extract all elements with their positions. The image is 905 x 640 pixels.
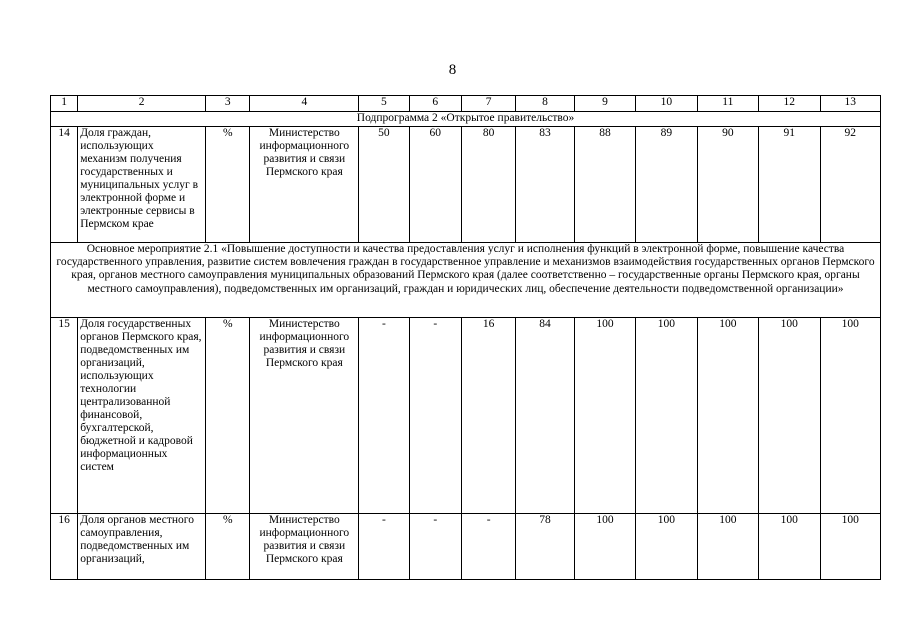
indicator-name: Доля государственных органов Пермского края, подведомственных им организаций, использующих технологии централизованной финансовой, бухгалтерской, бюджетной и кадровой информационных систем <box>78 318 206 514</box>
column-header: 5 <box>359 96 409 112</box>
value-cell: 100 <box>820 514 881 580</box>
value-cell: 100 <box>574 318 635 514</box>
executor-cell: Министерство информационного развития и связи Пермского края <box>250 514 359 580</box>
column-header: 9 <box>574 96 635 112</box>
value-cell: 100 <box>697 514 758 580</box>
activity-title: Основное мероприятие 2.1 «Повышение доступности и качества предоставления услуг и исполнения функций в электронной форме, повышение качества государственного управления, развитие систем вовлечения граждан в государственное управление и механизмов взаимодействия государственных органов Пермского края, органов местного самоуправления муниципальных образований Пермского края (далее соответственно – государственные органы Пермского края, органы местного самоуправления), подведомственных им организаций, граждан и юридических лиц, обеспечение деятельности подведомственной организации» <box>51 243 881 318</box>
value-cell: 100 <box>636 514 697 580</box>
value-cell: 92 <box>820 127 881 243</box>
value-cell: 88 <box>574 127 635 243</box>
column-header: 10 <box>636 96 697 112</box>
column-header: 12 <box>759 96 820 112</box>
subprogram-title: Подпрограмма 2 «Открытое правительство» <box>51 112 881 127</box>
executor-cell: Министерство информационного развития и связи Пермского края <box>250 318 359 514</box>
value-cell: 100 <box>820 318 881 514</box>
column-header: 4 <box>250 96 359 112</box>
indicator-name: Доля граждан, использующих механизм получения государственных и муниципальных услуг в электронной форме и электронные сервисы в Пермском крае <box>78 127 206 243</box>
value-cell: 89 <box>636 127 697 243</box>
value-cell: 100 <box>574 514 635 580</box>
unit-cell: % <box>206 127 250 243</box>
value-cell: - <box>359 514 409 580</box>
unit-cell: % <box>206 318 250 514</box>
indicator-name: Доля органов местного самоуправления, подведомственных им организаций, <box>78 514 206 580</box>
value-cell: 100 <box>759 318 820 514</box>
value-cell: 100 <box>759 514 820 580</box>
unit-cell: % <box>206 514 250 580</box>
value-cell: 91 <box>759 127 820 243</box>
table-row <box>51 318 881 514</box>
row-number: 16 <box>51 514 78 580</box>
column-header: 2 <box>78 96 206 112</box>
value-cell: 83 <box>516 127 574 243</box>
column-header: 11 <box>697 96 758 112</box>
table-row <box>51 127 881 243</box>
table-row <box>51 514 881 580</box>
value-cell: 90 <box>697 127 758 243</box>
page-number: 8 <box>448 62 457 78</box>
column-header: 7 <box>461 96 515 112</box>
column-header: 8 <box>516 96 574 112</box>
value-cell: 80 <box>461 127 515 243</box>
column-header: 13 <box>820 96 881 112</box>
column-header: 1 <box>51 96 78 112</box>
value-cell: 16 <box>461 318 515 514</box>
activity-row <box>51 243 881 318</box>
value-cell: 78 <box>516 514 574 580</box>
indicators-table <box>50 95 881 580</box>
column-header: 6 <box>409 96 461 112</box>
value-cell: - <box>359 318 409 514</box>
value-cell: 60 <box>409 127 461 243</box>
subprogram-row <box>51 112 881 127</box>
value-cell: - <box>461 514 515 580</box>
value-cell: 84 <box>516 318 574 514</box>
column-numbers-row <box>51 96 881 112</box>
row-number: 15 <box>51 318 78 514</box>
value-cell: 100 <box>636 318 697 514</box>
value-cell: 50 <box>359 127 409 243</box>
value-cell: 100 <box>697 318 758 514</box>
value-cell: - <box>409 318 461 514</box>
row-number: 14 <box>51 127 78 243</box>
executor-cell: Министерство информационного развития и связи Пермского края <box>250 127 359 243</box>
column-header: 3 <box>206 96 250 112</box>
value-cell: - <box>409 514 461 580</box>
